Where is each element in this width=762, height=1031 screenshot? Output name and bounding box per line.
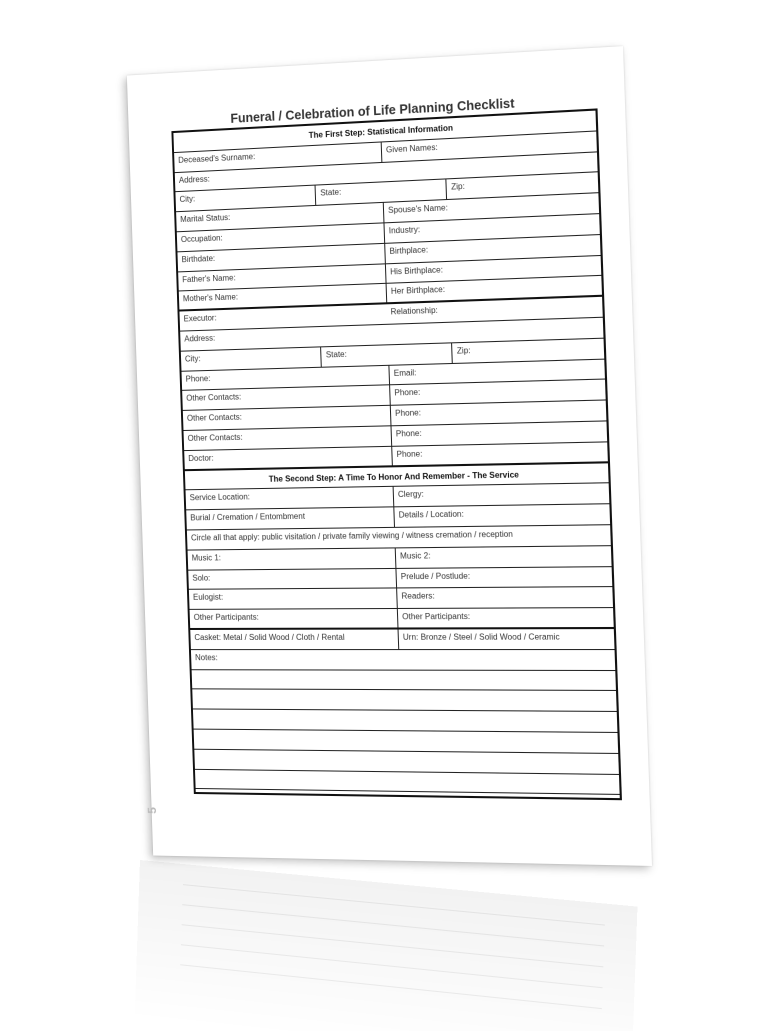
- mother-name-field[interactable]: Mother's Name:: [182, 292, 239, 304]
- contact-phone-field[interactable]: Phone:: [390, 401, 607, 426]
- executor-phone-field[interactable]: Phone:: [185, 373, 211, 384]
- state-field[interactable]: State:: [315, 180, 446, 205]
- marital-status-field[interactable]: Marital Status:: [180, 213, 231, 225]
- document-title: Funeral / Celebration of Life Planning Checklist: [230, 96, 515, 126]
- service-location-field[interactable]: Service Location:: [189, 492, 251, 503]
- father-name-field[interactable]: Father's Name:: [182, 272, 236, 284]
- given-names-field[interactable]: Given Names:: [381, 131, 597, 161]
- executor-zip-field[interactable]: Zip:: [451, 338, 604, 362]
- casket-field[interactable]: Casket: Metal / Solid Wood / Cloth / Rental: [194, 632, 345, 642]
- reflection-line: [182, 904, 604, 946]
- executor-state-field[interactable]: State:: [321, 343, 453, 366]
- form-row: [190, 629, 614, 650]
- prelude-postlude-field[interactable]: Prelude / Postlude:: [395, 567, 612, 588]
- her-birthplace-field[interactable]: Her Birthplace:: [386, 276, 602, 302]
- clergy-field[interactable]: Clergy:: [393, 484, 610, 507]
- urn-field[interactable]: Urn: Bronze / Steel / Solid Wood / Ceramic: [398, 629, 615, 649]
- relationship-field[interactable]: Relationship:: [390, 305, 438, 317]
- deceased-surname-field[interactable]: Deceased's Surname:: [178, 151, 256, 165]
- email-field[interactable]: Email:: [388, 359, 605, 384]
- industry-field[interactable]: Industry:: [383, 214, 599, 243]
- executor-city-field[interactable]: City:: [184, 353, 201, 364]
- address-field[interactable]: Address:: [178, 174, 210, 185]
- contact-phone-field[interactable]: Phone:: [389, 380, 606, 405]
- form-row: [190, 608, 614, 630]
- checklist-form: [171, 108, 622, 800]
- notes-line[interactable]: [195, 769, 620, 795]
- notes-field[interactable]: Notes:: [194, 652, 218, 662]
- form-row: [189, 587, 613, 610]
- notes-line[interactable]: [192, 690, 616, 712]
- checklist-page: [127, 46, 652, 866]
- other-contacts-field[interactable]: Other Contacts:: [186, 412, 243, 424]
- page-number-mark: 5: [145, 806, 159, 814]
- solo-field[interactable]: Solo:: [192, 573, 211, 583]
- reflection-line: [182, 924, 604, 967]
- birthdate-field[interactable]: Birthdate:: [181, 253, 216, 265]
- details-location-field[interactable]: Details / Location:: [393, 504, 610, 526]
- doctor-field[interactable]: Doctor:: [188, 453, 214, 463]
- section-header-text: The First Step: Statistical Information: [308, 123, 454, 141]
- page-reflection: [135, 860, 638, 1031]
- contact-phone-field[interactable]: Phone:: [390, 421, 607, 445]
- birthplace-field[interactable]: Birthplace:: [384, 235, 600, 263]
- executor-address-field[interactable]: Address:: [184, 333, 216, 344]
- doctor-phone-field[interactable]: Phone:: [391, 442, 608, 465]
- reflection-line: [183, 884, 605, 925]
- music1-field[interactable]: Music 1:: [191, 552, 222, 563]
- form-row: [188, 567, 612, 590]
- zip-field[interactable]: Zip:: [446, 173, 599, 200]
- other-participants-field[interactable]: Other Participants:: [397, 608, 614, 627]
- reflection-line: [181, 944, 603, 988]
- his-birthplace-field[interactable]: His Birthplace:: [385, 256, 601, 284]
- city-field[interactable]: City:: [179, 194, 196, 205]
- circle-all-field[interactable]: Circle all that apply: public visitation / private family viewing / witness cremation / reception: [190, 529, 514, 543]
- other-participants-field[interactable]: Other Participants:: [193, 612, 260, 623]
- readers-field[interactable]: Readers:: [396, 587, 613, 608]
- section-header-text: The Second Step: A Time To Honor And Remember - The Service: [268, 469, 520, 484]
- occupation-field[interactable]: Occupation:: [180, 233, 223, 245]
- burial-options-field[interactable]: Burial / Cremation / Entombment: [190, 511, 306, 523]
- executor-field[interactable]: Executor:: [183, 313, 217, 324]
- eulogist-field[interactable]: Eulogist:: [192, 592, 224, 603]
- spouse-name-field[interactable]: Spouse's Name:: [383, 193, 599, 222]
- music2-field[interactable]: Music 2:: [395, 546, 612, 568]
- reflection-line: [180, 964, 602, 1009]
- notes-line[interactable]: [192, 670, 616, 692]
- notes-row: [191, 650, 615, 671]
- other-contacts-field[interactable]: Other Contacts:: [186, 392, 242, 404]
- other-contacts-field[interactable]: Other Contacts:: [187, 432, 243, 443]
